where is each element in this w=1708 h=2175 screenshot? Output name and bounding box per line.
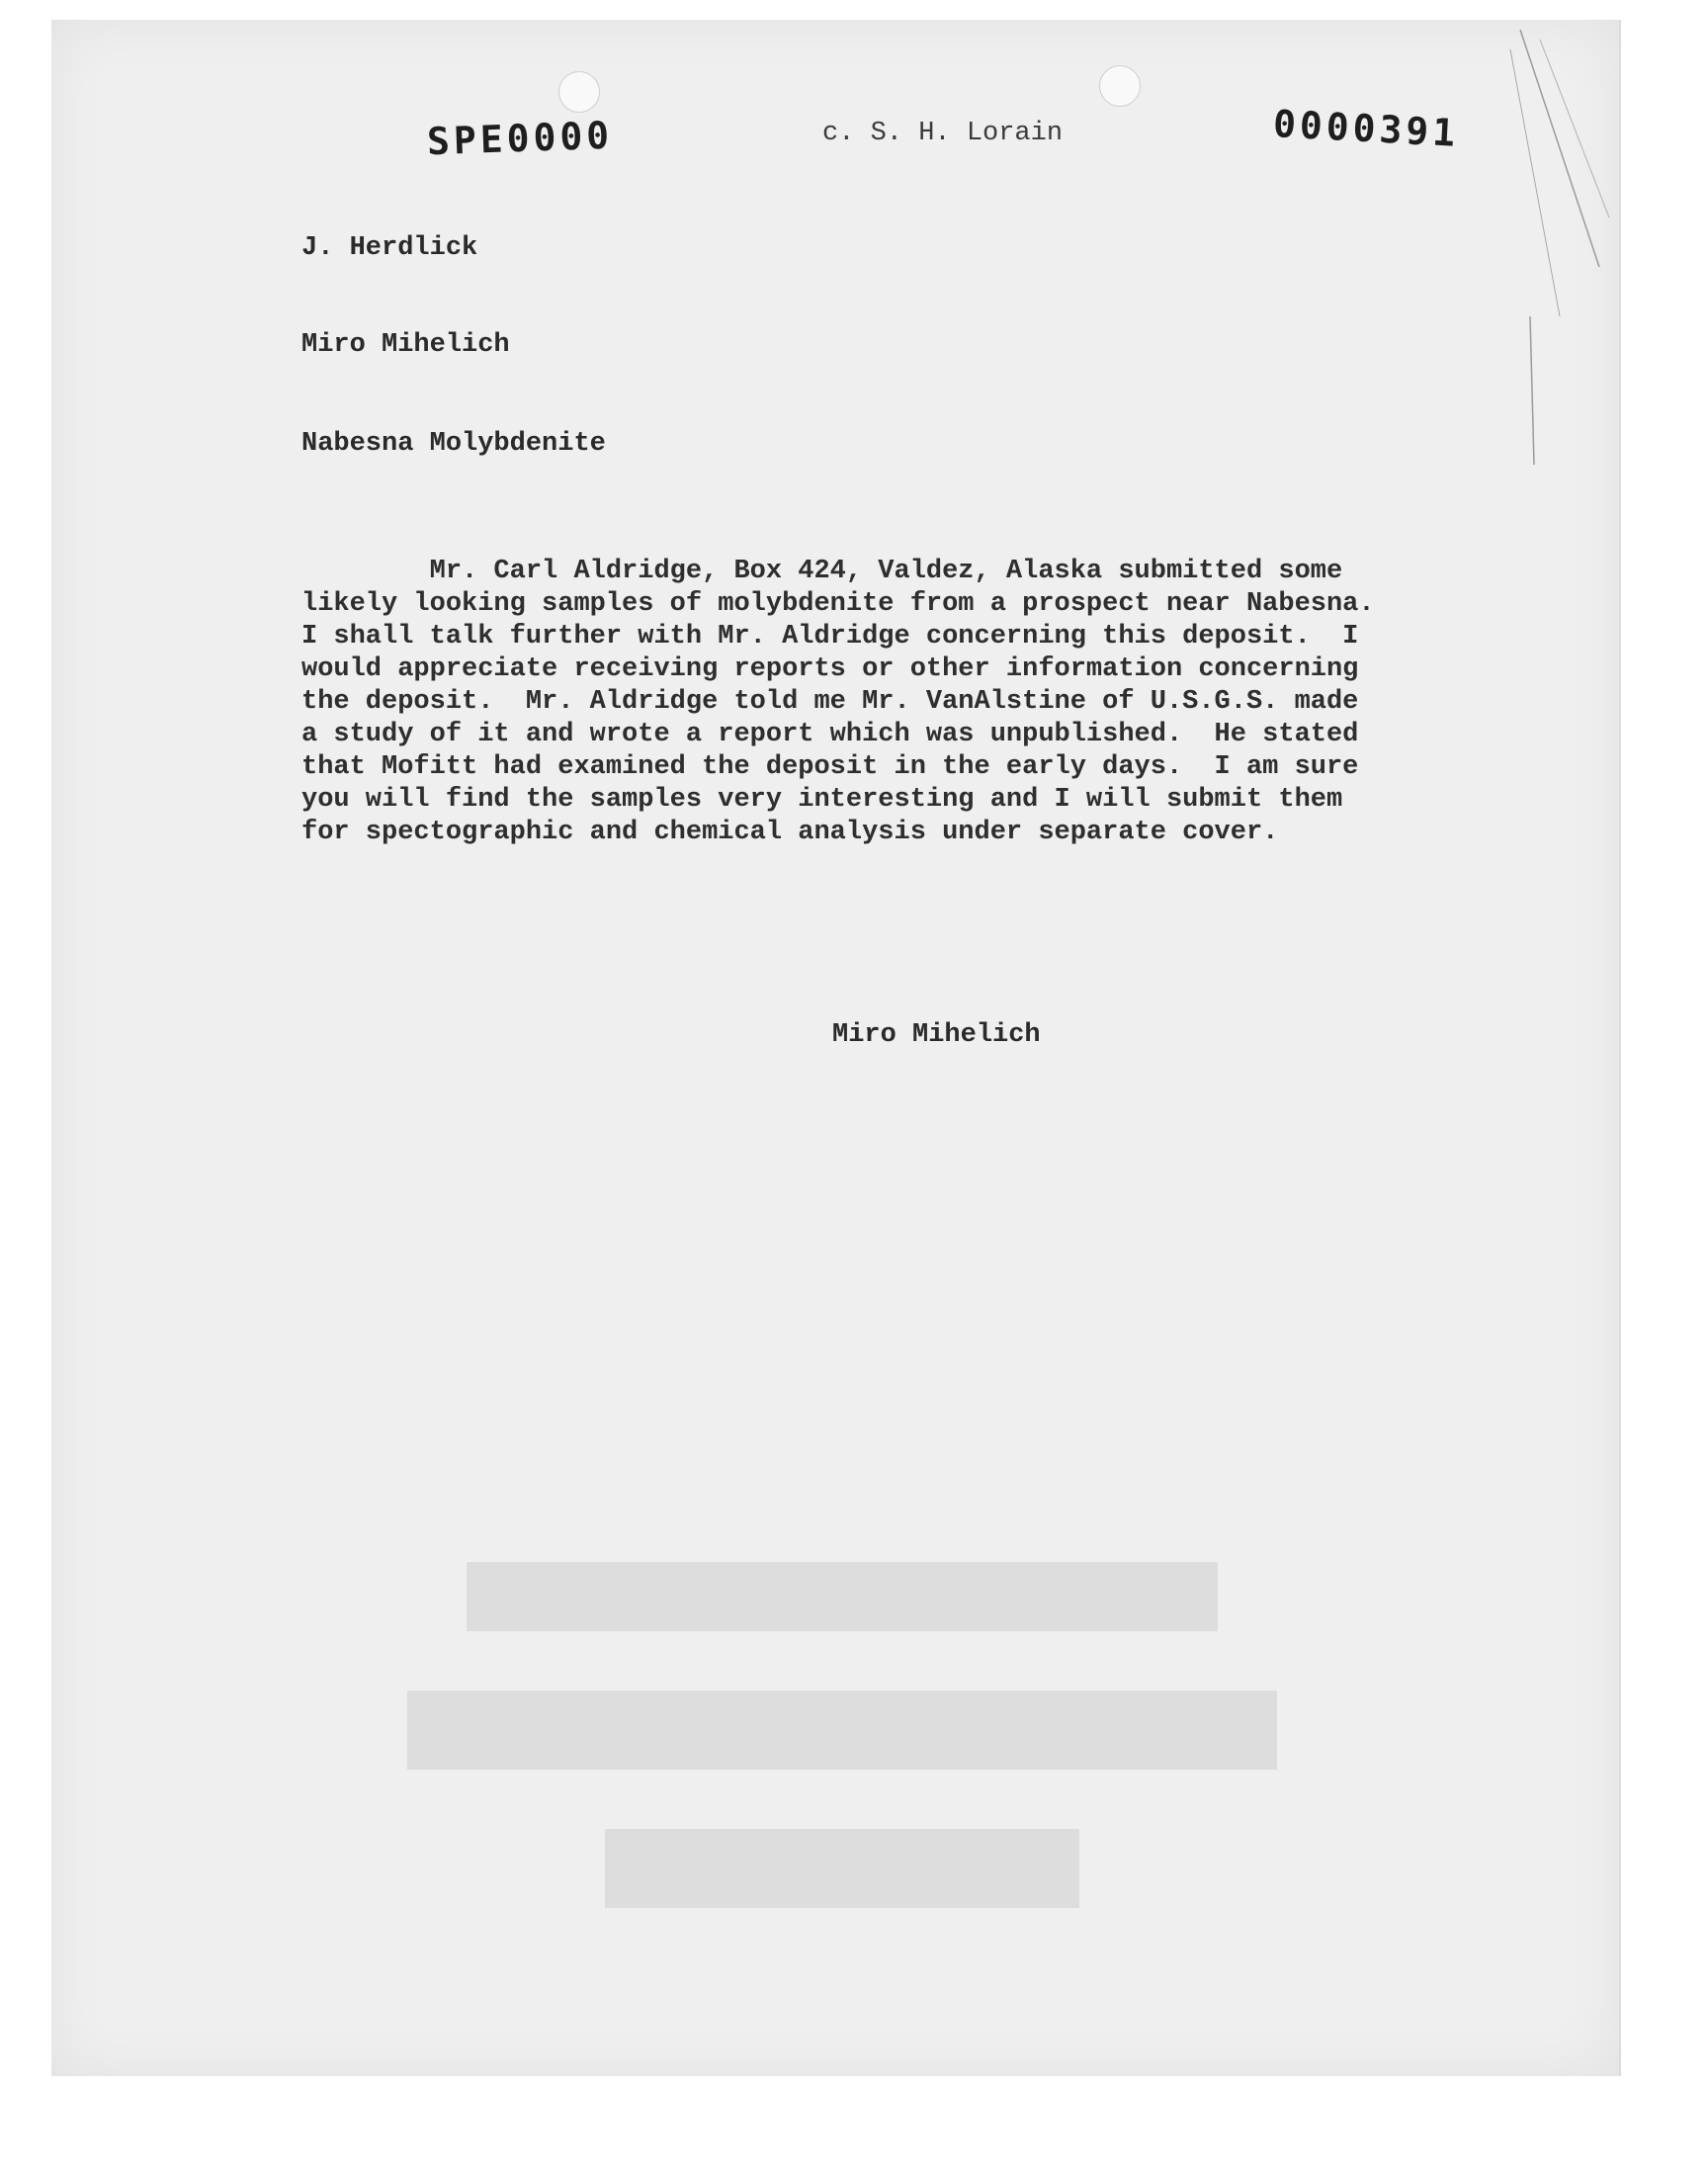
body-line: that Mofitt had examined the deposit in the early days. I am sure: [301, 752, 1359, 782]
memo-body: [301, 556, 1375, 849]
cc-line: c. S. H. Lorain: [822, 119, 1064, 148]
body-line: would appreciate receiving reports or other information concerning: [301, 654, 1359, 684]
body-line: you will find the samples very interesting and I will submit them: [301, 785, 1343, 815]
punch-hole-right: [1099, 65, 1141, 107]
body-line: likely looking samples of molybdenite from a prospect near Nabesna.: [301, 589, 1375, 619]
body-line: for spectographic and chemical analysis under separate cover.: [301, 818, 1279, 847]
memo-to: J. Herdlick: [301, 233, 478, 263]
signature: Miro Mihelich: [832, 1020, 1041, 1050]
body-line: a study of it and wrote a report which was unpublished. He stated: [301, 720, 1359, 749]
memo-from: Miro Mihelich: [301, 330, 510, 360]
body-line: the deposit. Mr. Aldridge told me Mr. VanAlstine of U.S.G.S. made: [301, 687, 1359, 717]
memo-page: [51, 20, 1621, 2076]
memo-subject: Nabesna Molybdenite: [301, 429, 606, 459]
stamp-number-right: 0000391: [1271, 102, 1461, 155]
scratch-marks: [1500, 20, 1619, 514]
bleed-through-mark: [348, 1522, 1336, 1938]
punch-hole-left: [558, 71, 600, 113]
body-line: Mr. Carl Aldridge, Box 424, Valdez, Alaska submitted some: [301, 557, 1343, 586]
body-line: I shall talk further with Mr. Aldridge concerning this deposit. I: [301, 622, 1359, 652]
stamp-number-left: SPE0000: [426, 113, 614, 164]
